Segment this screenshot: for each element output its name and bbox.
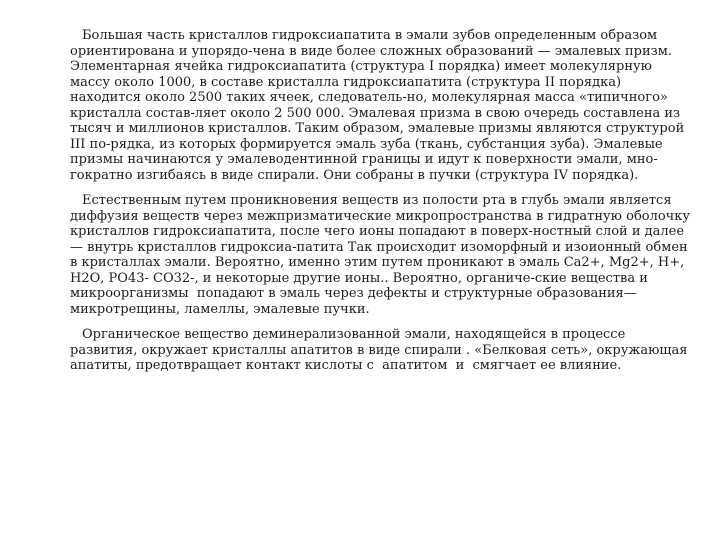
- paragraph-enamel-structure: Большая часть кристаллов гидроксиапатита в эмали зубов определенным образом ориентирована и упорядо-чена в виде более сложных образований — эмалевых призм. Элементарная ячейка гидроксиапатита (структура I порядка) имеет молекулярную массу около 1000, в составе кристалла гидроксиапатита (структура II порядка) находится около 2500 таких ячеек, следователь-но, молекулярная масса «типичного» кристалла состав-ляет около 2 500 000. Эмалевая призма в свою очередь составлена из тысяч и миллионов кристаллов. Таким образом, эмалевые призмы являются структурой III по-рядка, из которых формируется эмаль зуба (ткань, субстанция зуба). Эмалевые призмы начинаются у эмалеводентинной границы и идут к поверхности эмали, мно-гократно изгибаясь в виде спирали. Они собраны в пучки (структура IV порядка).: [70, 28, 689, 183]
- paragraph-diffusion: Естественным путем проникновения веществ из полости рта в глубь эмали является диффузия веществ через межпризматические микропространства в гидратную оболочку кристаллов гидроксиапатита, после чего ионы попадают в поверх-ностный слой и далее — внутрь кристаллов гидроксиа-патита Так происходит изоморфный и изоионный обмен в кристаллах эмали. Вероятно, именно этим путем проникают в эмаль Са2+, Mg2+, Н+, Н2О, РО43- СО32-, и некоторые другие ионы.. Вероятно, органиче-ские вещества и микроорганизмы попадают в эмаль через дефекты и структурные образования— микротрещины, ламеллы, эмалевые пучки.: [70, 193, 695, 317]
- text-block: [70, 28, 695, 374]
- paragraph-organic-matter: Органическое вещество деминерализованной эмали, находящейся в процессе развития, окружает кристаллы апатитов в виде спирали . «Белковая сеть», окружающая апатиты, предотвращает контакт кислоты с апатитом и смягчает ее влияние.: [70, 327, 692, 373]
